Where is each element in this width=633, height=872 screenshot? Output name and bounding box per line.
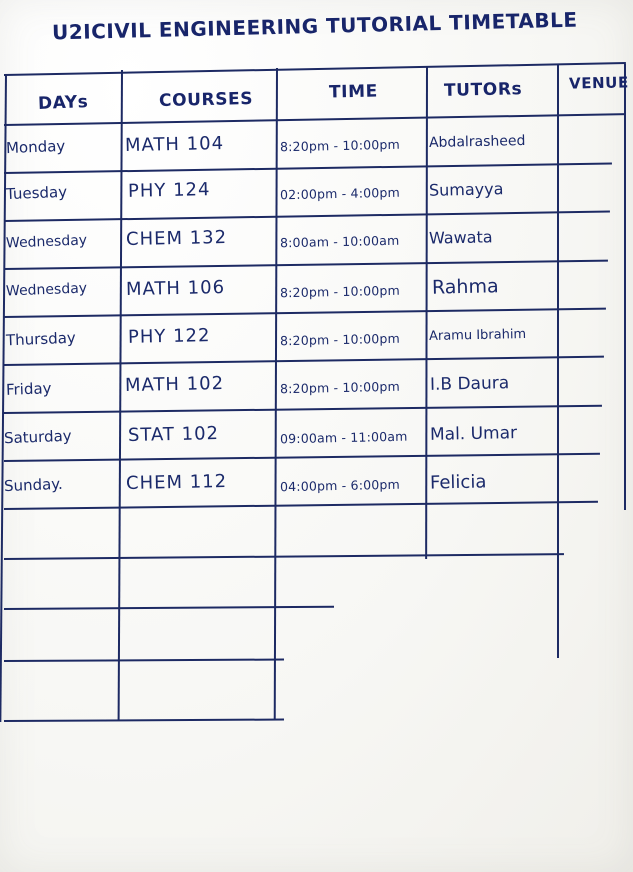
table-rule-8	[4, 501, 598, 510]
table-row: Sumayya	[428, 179, 504, 200]
table-rule-header	[4, 113, 626, 126]
table-row: Tuesday	[5, 182, 68, 204]
table-rule-10	[4, 606, 334, 610]
column-header-venue: VENUE	[568, 73, 630, 93]
page-title: U2ICIVIL ENGINEERING TUTORIAL TIMETABLE	[51, 7, 578, 45]
table-row: CHEM 132	[125, 226, 228, 251]
table-rule-11	[4, 659, 284, 662]
table-row: STAT 102	[127, 423, 220, 446]
table-row: MATH 102	[124, 372, 225, 397]
table-rule-bottom	[4, 719, 284, 722]
column-header-tutors: TUTORs	[443, 79, 523, 101]
table-row: 09:00am - 11:00am	[279, 428, 408, 447]
table-col-tutor	[557, 65, 559, 658]
table-row: Saturday	[3, 426, 72, 448]
table-row: Wednesday	[5, 280, 88, 300]
table-row: Thursday	[5, 328, 77, 350]
table-row: 8:00am - 10:00am	[279, 232, 400, 251]
column-header-time: TIME	[328, 81, 379, 103]
table-rule-3	[4, 260, 608, 270]
table-rule-1	[4, 162, 612, 174]
table-col-right	[624, 64, 626, 510]
column-header-days: DAYs	[37, 92, 89, 114]
table-row: Mal. Umar	[429, 423, 518, 445]
table-col-time	[425, 67, 428, 559]
table-row: Wawata	[428, 227, 493, 248]
table-row: Monday	[5, 136, 66, 158]
table-row: 8:20pm - 10:00pm	[279, 136, 401, 155]
table-row: PHY 124	[127, 179, 211, 202]
table-col-days	[118, 70, 123, 720]
table-row: Wednesday	[5, 232, 88, 252]
table-row: MATH 104	[124, 132, 225, 157]
table-row: Rahma	[431, 275, 499, 299]
table-row: Abdalrasheed	[428, 132, 526, 152]
table-row: Friday	[5, 379, 52, 399]
table-rule-4	[4, 308, 606, 318]
table-row: I.B Daura	[429, 373, 510, 395]
table-row: Sunday.	[3, 474, 64, 496]
table-row: CHEM 112	[125, 470, 228, 495]
table-rule-6	[4, 405, 602, 414]
table-rule-9	[4, 553, 564, 560]
table-rule-5	[4, 356, 604, 366]
table-row: 8:20pm - 10:00pm	[279, 330, 401, 349]
table-row: 02:00pm - 4:00pm	[279, 184, 401, 203]
table-col-course	[274, 68, 278, 720]
timetable-table	[4, 62, 628, 682]
table-row: MATH 106	[125, 276, 226, 301]
table-row: 04:00pm - 6:00pm	[279, 476, 401, 495]
table-rule-7	[4, 453, 600, 462]
table-row: Aramu Ibrahim	[428, 326, 527, 345]
table-row: 8:20pm - 10:00pm	[279, 378, 401, 397]
table-row: Felicia	[429, 471, 487, 494]
column-header-courses: COURSES	[158, 89, 254, 111]
table-rule-2	[4, 210, 610, 222]
table-rule-top	[4, 62, 626, 76]
table-row: 8:20pm - 10:00pm	[279, 282, 401, 301]
table-row: PHY 122	[127, 325, 211, 348]
